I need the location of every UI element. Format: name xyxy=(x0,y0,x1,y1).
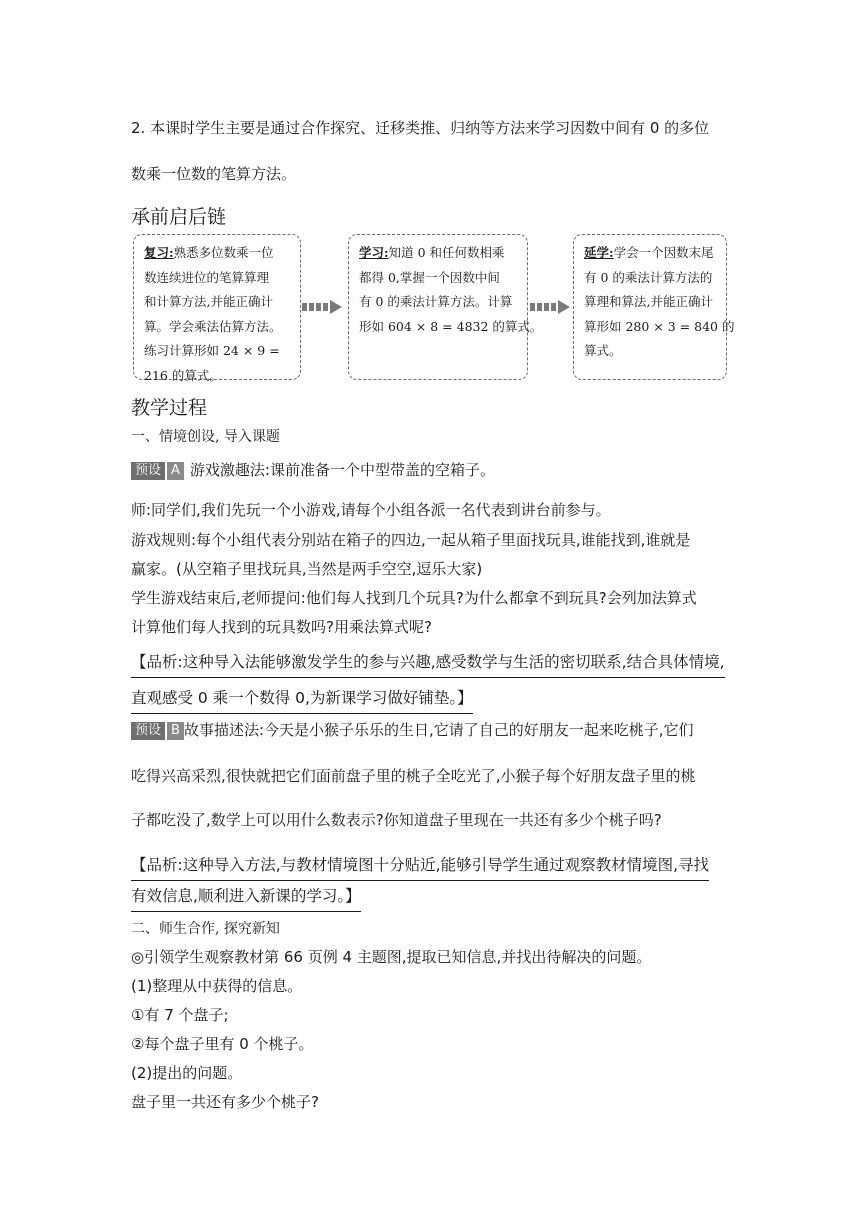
preset-badge: 预设 xyxy=(131,462,165,480)
guide-line: ◎引领学生观察教材第 66 页例 4 主题图,提取已知信息,并找出待解决的问题。 xyxy=(131,948,652,966)
preset-letter-b: B xyxy=(167,722,184,740)
preset-b-line-3: 子都吃没了,数学上可以用什么数表示?你知道盘子里现在一共还有多少个桃子吗? xyxy=(131,811,662,829)
chain-box-learn-key: 学习: xyxy=(359,245,389,260)
preset-a xyxy=(131,460,495,480)
chain-box-learn xyxy=(348,234,543,380)
chain-box-review-line: 216 的算式。 xyxy=(144,367,222,383)
question-line: 盘子里一共还有多少个桃子? xyxy=(131,1093,319,1111)
chain-box-extend-line: 算理和算法,并能正确计 xyxy=(584,294,713,309)
arrow-right-icon xyxy=(302,299,348,315)
part2-heading: 二、师生合作, 探究新知 xyxy=(131,921,280,937)
preset-b-text-1: 故事描述法:今天是小猴子乐乐的生日,它请了自己的好朋友一起来吃桃子,它们 xyxy=(183,721,694,739)
ask-line-2: 计算他们每人找到的玩具数吗?用乘法算式呢? xyxy=(131,618,432,636)
chain-box-learn-line: 形如 604 × 8 = 4832 的算式。 xyxy=(359,318,543,334)
chain-box-review-line: 算。学会乘法估算方法。 xyxy=(144,318,282,334)
preset-b-line-2: 吃得兴高采烈,很快就把它们面前盘子里的桃子全吃光了,小猴子每个好朋友盘子里的桃 xyxy=(131,767,696,785)
chain-box-extend-line: 有 0 的乘法计算方法的 xyxy=(584,269,713,285)
analysis-b-text-2: 有效信息,顺利进入新课的学习。】 xyxy=(131,887,361,912)
chain-box-learn-line: 都得 0,掌握一个因数中间 xyxy=(359,269,500,285)
rule-line-1: 游戏规则:每个小组代表分别站在箱子的四边,一起从箱子里面找玩具,谁能找到,谁就是 xyxy=(131,531,691,549)
analysis-b-text-1: 【品析:这种导入方法,与教材情境图十分贴近,能够引导学生通过观察教材情境图,寻找 xyxy=(131,856,709,881)
analysis-a-text-2: 直观感受 0 乘一个数得 0,为新课学习做好铺垫。】 xyxy=(131,689,473,714)
analysis-a-line-2 xyxy=(131,688,473,708)
step-1: (1)整理从中获得的信息。 xyxy=(131,977,303,995)
analysis-b-line-1 xyxy=(131,855,709,875)
info-2: ②每个盘子里有 0 个桃子。 xyxy=(131,1035,314,1053)
section-title-chain: 承前启后链 xyxy=(131,206,227,228)
part1-heading: 一、情境创设, 导入课题 xyxy=(131,429,280,445)
preset-b xyxy=(131,720,694,740)
chain-box-extend-key: 延学: xyxy=(584,245,614,260)
analysis-a-text-1: 【品析:这种导入法能够激发学生的参与兴趣,感受数学与生活的密切联系,结合具体情境, xyxy=(131,653,725,678)
step-2: (2)提出的问题。 xyxy=(131,1064,243,1082)
rule-line-2: 赢家。(从空箱子里找玩具,当然是两手空空,逗乐大家) xyxy=(131,560,483,578)
chain-box-review-key: 复习: xyxy=(144,245,174,260)
chain-box-extend xyxy=(573,234,735,380)
chain-box-extend-line: 算式。 xyxy=(584,343,622,358)
intro-line-1: 2. 本课时学生主要是通过合作探究、迁移类推、归纳等方法来学习因数中间有 0 的多位 xyxy=(131,119,710,137)
chain-box-review-line: 练习计算形如 24 × 9 = xyxy=(144,343,280,358)
arrow-right-icon xyxy=(530,299,576,315)
intro-line-2: 数乘一位数的笔算方法。 xyxy=(131,165,297,183)
analysis-a-line-1 xyxy=(131,652,725,672)
section-title-teaching: 教学过程 xyxy=(131,397,208,419)
preset-badge: 预设 xyxy=(131,722,165,740)
chain-box-learn-line: 有 0 的乘法计算方法。计算 xyxy=(359,294,513,309)
preset-a-text: 游戏激趣法:课前准备一个中型带盖的空箱子。 xyxy=(189,461,495,479)
preset-letter-a: A xyxy=(167,462,184,480)
chain-box-learn-line: 知道 0 和任何数相乘 xyxy=(388,245,505,260)
chain-box-extend-line: 学会一个因数末尾 xyxy=(613,245,714,260)
chain-box-review-line: 和计算方法,并能正确计 xyxy=(144,294,273,309)
info-1: ①有 7 个盘子; xyxy=(131,1006,229,1024)
chain-box-review-line: 数连续进位的笔算算理 xyxy=(144,269,270,285)
chain-box-review-line: 熟悉多位数乘一位 xyxy=(173,245,274,260)
analysis-b-line-2 xyxy=(131,886,361,906)
chain-box-review xyxy=(133,234,301,383)
teacher-line: 师:同学们,我们先玩一个小游戏,请每个小组各派一名代表到讲台前参与。 xyxy=(131,501,611,519)
ask-line-1: 学生游戏结束后,老师提问:他们每人找到几个玩具?为什么都拿不到玩具?会列加法算式 xyxy=(131,589,697,607)
chain-box-extend-line: 算形如 280 × 3 = 840 的 xyxy=(584,318,735,334)
